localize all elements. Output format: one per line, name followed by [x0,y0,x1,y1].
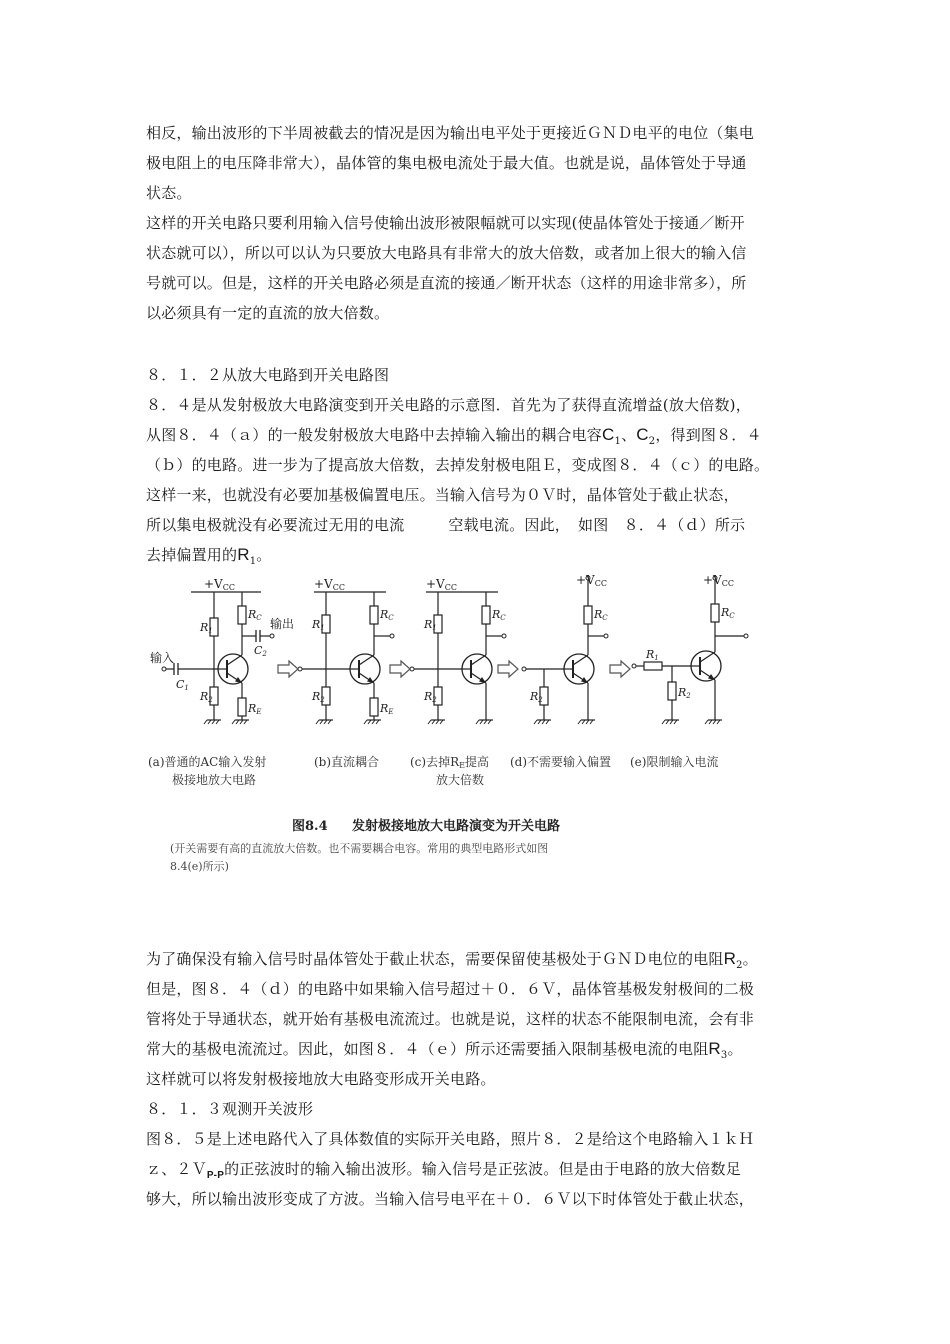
label-r2: R2 [200,690,213,704]
label-c2: C2 [254,644,267,658]
text-span: 如图 ８．４（ｄ）所示 [578,516,746,534]
text-line [146,1154,814,1184]
section-8-1-3 [146,1094,814,1214]
label-vcc: +VCC [576,573,607,588]
label-r2: R2 [678,686,691,700]
symbol-c1: C [602,425,615,444]
figure-8-4 [146,570,786,900]
text-span: 。 [256,546,272,564]
text-line: 极电阻上的电压降非常大），晶体管的集电极电流处于最大值。也就是说，晶体管处于导通 [146,154,747,172]
circuit-diagram [146,570,786,900]
label-output: 输出 [270,617,295,631]
label-rc: RC [594,608,608,622]
text-line: 号就可以。但是，这样的开关电路必须是直流的接通／断开状态（这样的用途非常多），所 [146,274,747,292]
paragraph-4 [146,944,814,1094]
symbol-r3: R [708,1039,721,1058]
caption-a: 极接地放大电路 [172,773,257,787]
section-heading: ８．１．２从放大电路到开关电路图 [146,366,390,384]
caption-d: (d)不需要输入偏置 [510,755,612,769]
paragraph-1 [146,118,814,208]
text-span: 去掉偏置用的 [146,546,238,564]
label-vcc: +VCC [426,577,457,592]
text-span: ｚ、２Ｖ [146,1160,207,1178]
symbol-r1: R [237,545,250,564]
label-rc: RC [492,608,506,622]
subscript: P-P [206,1170,225,1181]
text-line [146,420,814,450]
section-8-1-2 [146,360,814,570]
text-line: 这样一来，也就没有必要加基极偏置电压。当输入信号为０Ｖ时，晶体管处于截止状态， [146,486,739,504]
text-line: （ｂ）的电路。进一步为了提高放大倍数，去掉发射极电阻Ｅ，变成图８．４（ｃ）的电路。 [146,456,770,474]
text-line: ８．４是从发射极放大电路演变到开关电路的示意图．首先为了获得直流增益(放大倍数)， [146,396,751,414]
text-span: 为了确保没有输入信号时晶体管处于截止状态，需要保留使基极处于ＧＮＤ电位的电阻 [146,950,724,968]
text-line: 状态就可以），所以可以认为只要放大电路具有非常大的放大倍数，或者加上很大的输入信 [146,244,747,262]
label-r2: R2 [424,690,437,704]
label-r2: R2 [312,690,325,704]
text-span: 的正弦波时的输入输出波形。输入信号是正弦波。但是由于电路的放大倍数足 [224,1160,741,1178]
text-line [146,944,814,974]
arrow-icon [498,661,518,677]
label-input: 输入 [150,651,175,665]
circuit-a [162,592,274,724]
text-span: 从图８．４（ａ）的一般发射极放大电路中去掉输入输出的耦合电容 [146,426,603,444]
text-line: 状态。 [146,184,192,202]
subscript: 1 [614,436,622,447]
figure-note: 8.4(e)所示) [170,860,229,873]
label-r1: R1 [200,621,213,635]
text-line: 图８．５是上述电路代入了具体数值的实际开关电路，照片８．２是给这个电路输入１ｋＨ [146,1130,755,1148]
caption-e: (e)限制输入电流 [630,755,719,769]
label-c1: C1 [176,678,189,692]
label-vcc: +VCC [204,577,235,592]
label-vcc: +VCC [703,573,734,588]
subscript: 2 [736,960,743,971]
arrow-icon [610,661,630,677]
label-r1: R1 [424,618,437,632]
label-re: RE [248,702,262,716]
text-line [146,1034,814,1064]
figure-note: (开关需要有高的直流放大倍数。也不需要耦合电容。常用的典型电路形式如图 [170,842,549,855]
label-re: RE [380,702,394,716]
text-line: 够大，所以输出波形变成了方波。当输入信号电平在＋０．６Ｖ以下时体管处于截止状态， [146,1190,755,1208]
text-span: 。 [742,950,758,968]
label-rc: RC [721,606,735,620]
text-span: 、 [621,426,637,444]
text-line: 管将处于导通状态，就开始有基极电流流过。也就是说，这样的状态不能限制电流，会有非 [146,1010,755,1028]
caption-c: 放大倍数 [436,773,485,787]
text-span: 。 [727,1040,743,1058]
label-r1: R1 [646,648,659,662]
text-span: 常大的基极电流流过。因此，如图８．４（ｅ）所示还需要插入限制基极电流的电阻 [146,1040,709,1058]
text-line [146,510,814,540]
label-rc: RC [380,608,394,622]
text-line [146,540,814,570]
text-line: 但是，图８．４（ｄ）的电路中如果输入信号超过＋０．６Ｖ，晶体管基极发射极间的二极 [146,980,755,998]
text-line: 这样就可以将发射极接地放大电路变形成开关电路。 [146,1070,496,1088]
text-span: 所以集电极就没有必要流过无用的电流 [146,516,405,534]
caption-c: (c)去掉RE提高 [410,755,489,770]
symbol-r2: R [723,949,737,968]
paragraph-2 [146,208,814,328]
text-span: 空载电流。因此， [448,516,571,534]
text-line: 这样的开关电路只要利用输入信号使输出波形被限幅就可以实现(使晶体管处于接通／断开 [146,214,745,232]
arrow-icon [278,661,298,677]
text-line: 以必须具有一定的直流的放大倍数。 [146,304,390,322]
figure-number: 图8.4 [292,819,328,834]
subscript: 2 [648,436,656,447]
section-heading: ８．１．３观测开关波形 [146,1100,314,1118]
subscript: 3 [720,1050,728,1061]
caption-a: (a)普通的AC输入发射 [148,755,267,769]
caption-b: (b)直流耦合 [314,755,380,769]
label-r2: R2 [530,690,543,704]
label-r1: R1 [312,618,325,632]
label-rc: RC [248,608,262,622]
subscript: 1 [249,556,257,567]
arrow-icon [390,661,410,677]
symbol-c2: C [636,425,649,444]
label-vcc: +VCC [314,577,345,592]
text-line: 相反，输出波形的下半周被截去的情况是因为输出电平处于更接近ＧＮＤ电平的电位（集电 [146,124,755,142]
text-span: ，得到图８．４ [655,426,762,444]
figure-title: 发射极接地放大电路演变为开关电路 [352,819,561,834]
